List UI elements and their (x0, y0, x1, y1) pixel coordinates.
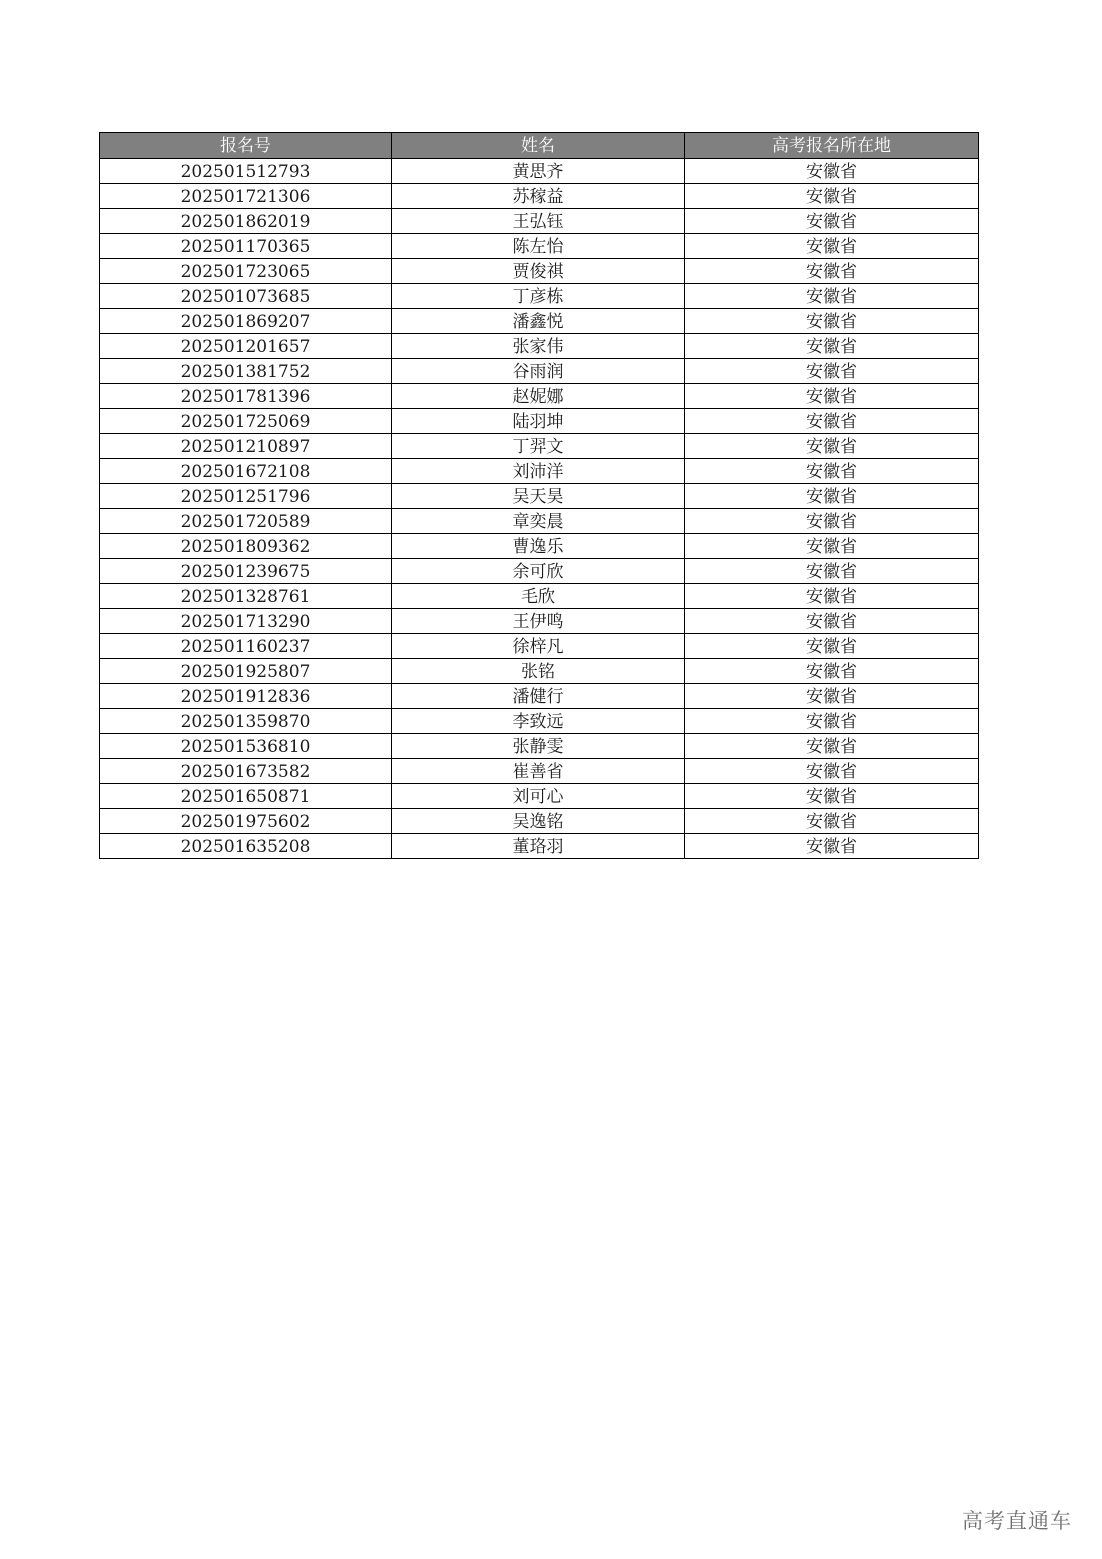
cell-registration-location: 安徽省 (685, 534, 979, 559)
column-header-registration-number: 报名号 (100, 133, 392, 159)
cell-name: 赵妮娜 (392, 384, 685, 409)
table-row (100, 259, 979, 284)
table-row (100, 459, 979, 484)
table-row (100, 334, 979, 359)
table-row (100, 659, 979, 684)
cell-name: 丁羿文 (392, 434, 685, 459)
cell-name: 黄思齐 (392, 159, 685, 184)
table-header (100, 133, 979, 159)
table-row (100, 184, 979, 209)
table-row (100, 734, 979, 759)
cell-name: 苏稼益 (392, 184, 685, 209)
cell-name: 潘健行 (392, 684, 685, 709)
cell-registration-location: 安徽省 (685, 384, 979, 409)
cell-name: 贾俊祺 (392, 259, 685, 284)
cell-registration-location: 安徽省 (685, 184, 979, 209)
cell-name: 张家伟 (392, 334, 685, 359)
cell-registration-number: 202501781396 (100, 384, 392, 409)
cell-registration-location: 安徽省 (685, 409, 979, 434)
table-row (100, 684, 979, 709)
cell-registration-location: 安徽省 (685, 684, 979, 709)
table-row (100, 584, 979, 609)
cell-registration-location: 安徽省 (685, 459, 979, 484)
cell-registration-number: 202501170365 (100, 234, 392, 259)
cell-name: 刘可心 (392, 784, 685, 809)
cell-registration-number: 202501809362 (100, 534, 392, 559)
cell-name: 吴天昊 (392, 484, 685, 509)
header-row (100, 133, 979, 159)
cell-registration-number: 202501635208 (100, 834, 392, 859)
table-row (100, 284, 979, 309)
roster-sheet (99, 132, 978, 859)
cell-registration-number: 202501201657 (100, 334, 392, 359)
cell-registration-number: 202501210897 (100, 434, 392, 459)
roster-table (99, 132, 979, 859)
table-row (100, 759, 979, 784)
cell-registration-location: 安徽省 (685, 634, 979, 659)
table-row (100, 809, 979, 834)
cell-name: 刘沛洋 (392, 459, 685, 484)
cell-registration-location: 安徽省 (685, 509, 979, 534)
cell-registration-number: 202501650871 (100, 784, 392, 809)
cell-registration-number: 202501721306 (100, 184, 392, 209)
cell-registration-location: 安徽省 (685, 609, 979, 634)
cell-registration-number: 202501720589 (100, 509, 392, 534)
table-row (100, 409, 979, 434)
cell-name: 王弘钰 (392, 209, 685, 234)
cell-registration-location: 安徽省 (685, 259, 979, 284)
cell-registration-number: 202501673582 (100, 759, 392, 784)
cell-registration-location: 安徽省 (685, 584, 979, 609)
cell-name: 丁彦栋 (392, 284, 685, 309)
table-row (100, 159, 979, 184)
cell-name: 潘鑫悦 (392, 309, 685, 334)
cell-registration-number: 202501512793 (100, 159, 392, 184)
cell-registration-location: 安徽省 (685, 234, 979, 259)
cell-registration-number: 202501160237 (100, 634, 392, 659)
cell-registration-location: 安徽省 (685, 559, 979, 584)
table-row (100, 384, 979, 409)
cell-registration-location: 安徽省 (685, 309, 979, 334)
cell-registration-location: 安徽省 (685, 659, 979, 684)
cell-name: 吴逸铭 (392, 809, 685, 834)
cell-name: 陆羽坤 (392, 409, 685, 434)
table-row (100, 609, 979, 634)
watermark-text: 高考直通车 (962, 1509, 1072, 1533)
table-row (100, 484, 979, 509)
cell-registration-number: 202501725069 (100, 409, 392, 434)
cell-registration-number: 202501381752 (100, 359, 392, 384)
cell-registration-number: 202501239675 (100, 559, 392, 584)
table-row (100, 784, 979, 809)
table-row (100, 234, 979, 259)
cell-registration-location: 安徽省 (685, 784, 979, 809)
cell-registration-location: 安徽省 (685, 834, 979, 859)
cell-registration-location: 安徽省 (685, 484, 979, 509)
cell-name: 张静雯 (392, 734, 685, 759)
cell-registration-location: 安徽省 (685, 159, 979, 184)
table-body (100, 159, 979, 859)
cell-registration-number: 202501073685 (100, 284, 392, 309)
cell-registration-location: 安徽省 (685, 709, 979, 734)
cell-registration-location: 安徽省 (685, 209, 979, 234)
cell-name: 谷雨润 (392, 359, 685, 384)
table-row (100, 434, 979, 459)
cell-registration-number: 202501328761 (100, 584, 392, 609)
cell-registration-number: 202501359870 (100, 709, 392, 734)
cell-name: 王伊鸣 (392, 609, 685, 634)
cell-name: 张铭 (392, 659, 685, 684)
cell-name: 余可欣 (392, 559, 685, 584)
cell-registration-number: 202501912836 (100, 684, 392, 709)
column-header-name: 姓名 (392, 133, 685, 159)
cell-registration-location: 安徽省 (685, 334, 979, 359)
cell-registration-number: 202501925807 (100, 659, 392, 684)
cell-registration-location: 安徽省 (685, 759, 979, 784)
table-row (100, 209, 979, 234)
cell-registration-number: 202501862019 (100, 209, 392, 234)
table-row (100, 634, 979, 659)
table-row (100, 709, 979, 734)
cell-name: 陈左怡 (392, 234, 685, 259)
cell-registration-location: 安徽省 (685, 359, 979, 384)
column-header-registration-location: 高考报名所在地 (685, 133, 979, 159)
table-row (100, 509, 979, 534)
cell-registration-location: 安徽省 (685, 809, 979, 834)
cell-registration-location: 安徽省 (685, 734, 979, 759)
cell-registration-number: 202501869207 (100, 309, 392, 334)
table-row (100, 559, 979, 584)
cell-name: 董珞羽 (392, 834, 685, 859)
table-row (100, 309, 979, 334)
cell-registration-number: 202501672108 (100, 459, 392, 484)
table-row (100, 359, 979, 384)
cell-registration-location: 安徽省 (685, 284, 979, 309)
cell-name: 李致远 (392, 709, 685, 734)
cell-name: 章奕晨 (392, 509, 685, 534)
cell-name: 徐梓凡 (392, 634, 685, 659)
cell-registration-number: 202501975602 (100, 809, 392, 834)
cell-registration-location: 安徽省 (685, 434, 979, 459)
cell-name: 曹逸乐 (392, 534, 685, 559)
cell-registration-number: 202501251796 (100, 484, 392, 509)
cell-name: 崔善省 (392, 759, 685, 784)
table-row (100, 534, 979, 559)
cell-name: 毛欣 (392, 584, 685, 609)
cell-registration-number: 202501723065 (100, 259, 392, 284)
cell-registration-number: 202501713290 (100, 609, 392, 634)
cell-registration-number: 202501536810 (100, 734, 392, 759)
table-row (100, 834, 979, 859)
